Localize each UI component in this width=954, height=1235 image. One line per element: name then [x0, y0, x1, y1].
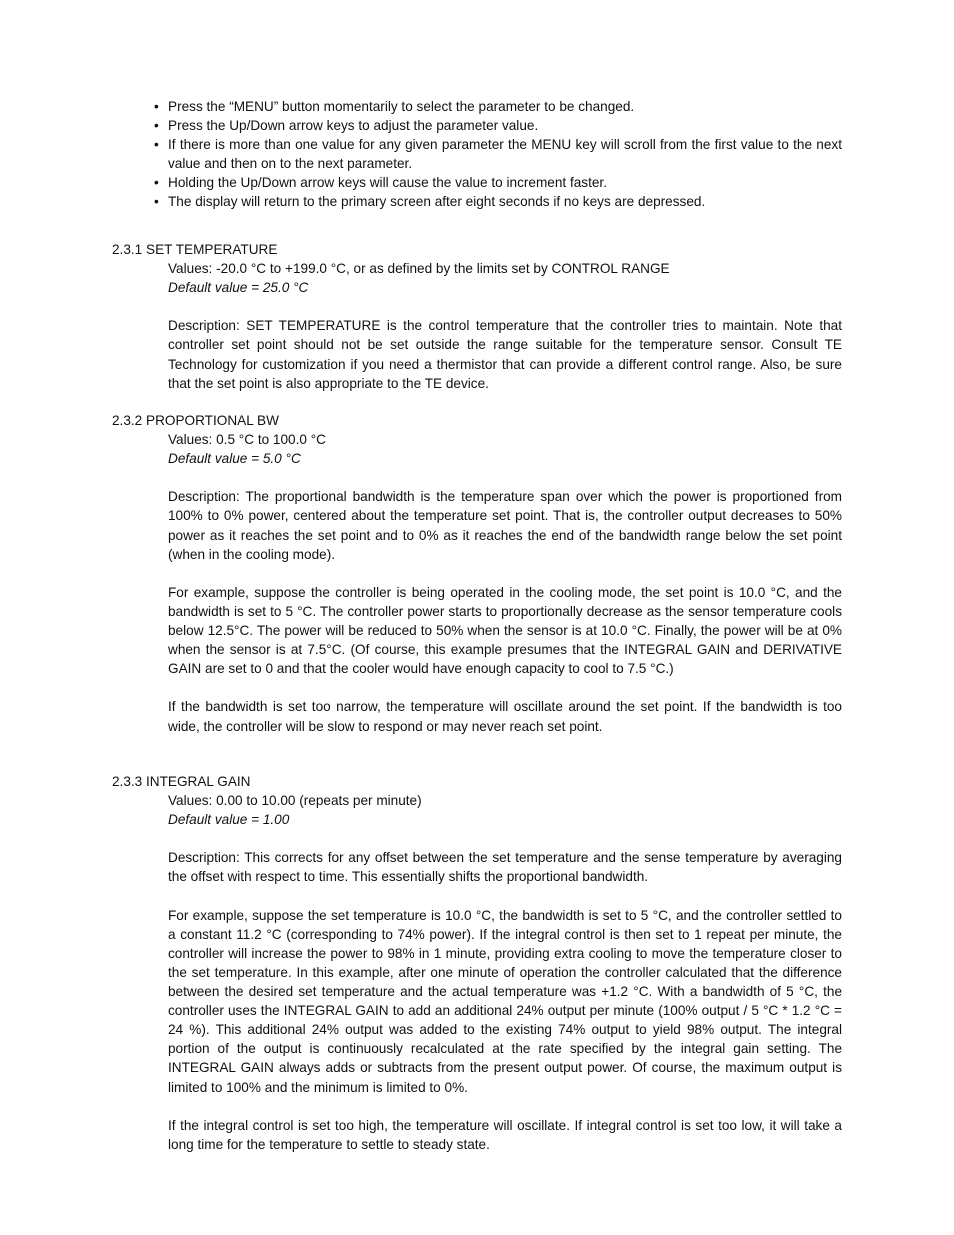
description-paragraph: Description: SET TEMPERATURE is the control temperature that the controller tries to maintain. Note that controller set point should not be set outside the range suitable for the temperature sensor. Consult TE Technology for customization if you need a thermistor that can provide a different control range. Also, be sure that the set point is also appropriate to the TE device. [168, 318, 842, 391]
list-item: • Press the Up/Down arrow keys to adjust the parameter value. [154, 116, 842, 135]
list-item: • Press the “MENU” button momentarily to select the parameter to be changed. [154, 97, 842, 116]
section-heading: 2.3.1 SET TEMPERATURE [112, 242, 278, 257]
section-heading: 2.3.2 PROPORTIONAL BW [112, 413, 279, 428]
instruction-bullet-list [154, 97, 842, 212]
example-paragraph: For example, suppose the controller is being operated in the cooling mode, the set point is 10.0 °C, and the bandwidth is set to 5 °C. The controller power starts to proportionally decrease as the sensor temperature cools below 12.5°C. The power will be reduced to 50% when the sensor is at 10.0 °C. Finally, the power will be at 0% when the sensor is at 7.5°C. (Of course, this example presumes that the INTEGRAL GAIN and DERIVATIVE GAIN are set to 0 and that the cooler would have enough capacity to cool to 7.5 °C.) [168, 584, 842, 677]
default-value: Default value = 25.0 °C [168, 280, 309, 296]
bullet-icon: • [154, 175, 159, 191]
section-set-temperature [112, 240, 842, 393]
section-proportional-bw [112, 411, 842, 736]
section-heading: 2.3.3 INTEGRAL GAIN [112, 774, 251, 789]
note-paragraph: If the bandwidth is set too narrow, the temperature will oscillate around the set point. If the bandwidth is too wide, the controller will be slow to respond or may never reach set point. [168, 699, 842, 734]
section-integral-gain [112, 772, 842, 1154]
values-line: Values: -20.0 °C to +199.0 °C, or as defined by the limits set by CONTROL RANGE [168, 261, 670, 277]
list-item: • The display will return to the primary screen after eight seconds if no keys are depressed. [154, 192, 842, 211]
list-item: • Holding the Up/Down arrow keys will cause the value to increment faster. [154, 173, 842, 192]
example-paragraph: For example, suppose the set temperature is 10.0 °C, the bandwidth is set to 5 °C, and the controller settled to a constant 11.2 °C (corresponding to 74% power). If the integral control is then set to 1 repeat per minute, the controller will increase the power to 98% in 1 minute, providing extra cooling to move the temperature closer to the set temperature. In this example, after one minute of operation the controller calculated that the difference between the desired set temperature and the actual temperature was +1.2 °C. With a bandwidth of 5 °C, the controller uses the INTEGRAL GAIN to add an additional 24% output per minute (100% output / 5 °C * 1.2 °C = 24 %). This additional 24% output was added to the existing 74% output to yield 98% output. The integral portion of the output is continuously recalculated at the rate specified by the integral gain setting. The INTEGRAL GAIN always adds or subtracts from the present output power. Of course, the maximum output is limited to 100% and the minimum is limited to 0%. [168, 907, 842, 1095]
default-value: Default value = 5.0 °C [168, 451, 301, 467]
values-line: Values: 0.00 to 10.00 (repeats per minute) [168, 793, 422, 809]
bullet-icon: • [154, 137, 159, 153]
bullet-icon: • [154, 194, 159, 210]
note-paragraph: If the integral control is set too high, the temperature will oscillate. If integral control is set too low, it will take a long time for the temperature to settle to steady state. [168, 1117, 842, 1152]
bullet-icon: • [154, 99, 159, 114]
default-value: Default value = 1.00 [168, 812, 290, 828]
values-line: Values: 0.5 °C to 100.0 °C [168, 432, 326, 448]
description-paragraph: Description: This corrects for any offset between the set temperature and the sense temperature by averaging the offset with respect to time. This essentially shifts the proportional bandwidth. [168, 850, 842, 885]
bullet-icon: • [154, 118, 159, 134]
description-paragraph: Description: The proportional bandwidth is the temperature span over which the power is proportioned from 100% to 0% power, centered about the temperature set point. That is, the controller output decreases to 50% power as it reaches the set point and to 0% as it reaches the end of the bandwidth range below the set point (when in the cooling mode). [168, 489, 842, 562]
list-item: • If there is more than one value for any given parameter the MENU key will scroll from the first value to the next value and then on to the next parameter. [154, 137, 842, 172]
